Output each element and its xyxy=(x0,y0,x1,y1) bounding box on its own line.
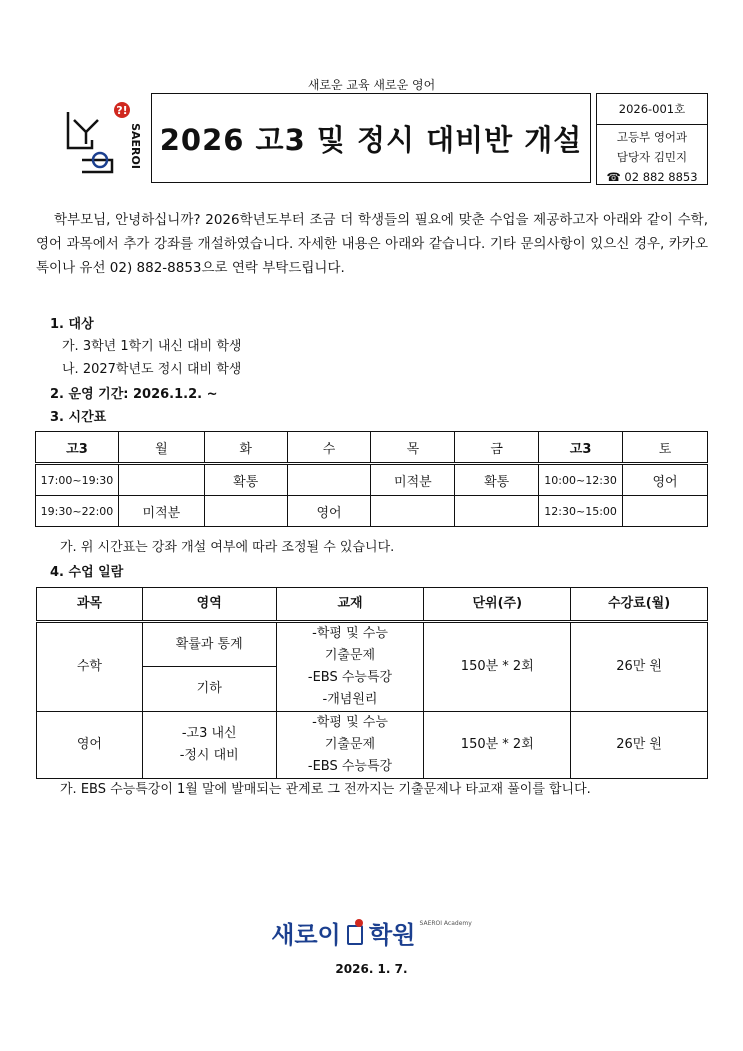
schedule-cell: 19:30~22:00 xyxy=(36,496,119,527)
math-book-line: -개념원리 xyxy=(322,692,378,707)
schedule-head-cell: 금 xyxy=(455,432,539,464)
courses-head-cell: 수강료(월) xyxy=(571,588,708,622)
schedule-cell: 영어 xyxy=(623,464,708,496)
doc-info-box xyxy=(596,93,708,185)
section-schedule: 3. 시간표 xyxy=(50,410,107,425)
english-fee: 26만 원 xyxy=(571,712,708,779)
brand-name-right: 학원 xyxy=(369,921,416,949)
english-area-line: -정시 대비 xyxy=(179,748,239,763)
english-book-line: -EBS 수능특강 xyxy=(307,759,393,774)
schedule-cell xyxy=(287,464,371,496)
schedule-cell: 확통 xyxy=(204,464,287,496)
slogan: 새로운 교육 새로운 영어 xyxy=(307,78,436,92)
table-row xyxy=(37,712,708,779)
math-book-line: -EBS 수능특강 xyxy=(307,670,393,685)
schedule-cell xyxy=(204,496,287,527)
section-target: 1. 대상 xyxy=(50,317,94,332)
english-areas xyxy=(142,712,276,779)
courses-header-row xyxy=(37,588,708,622)
schedule-cell: 영어 xyxy=(287,496,371,527)
schedule-head-cell: 토 xyxy=(623,432,708,464)
schedule-table xyxy=(35,431,708,527)
intro-paragraph: 학부모님, 안녕하십니까? 2026학년도부터 조금 더 학생들의 필요에 맞춘 수업을 제공하고자 아래와 같이 수학, 영어 과목에서 추가 강좌를 개설하였습니다. 자세한 내용은 아래와 같습니다. 기타 문의사항이 있으신 경우, 카카오톡이나 유선 02) 882-8853으로 연락 부탁드립니다. xyxy=(36,212,708,276)
brand-mark-icon xyxy=(345,923,365,945)
dept: 고등부 영어과 xyxy=(616,130,688,144)
math-subject: 수학 xyxy=(37,622,143,712)
schedule-head-cell: 화 xyxy=(204,432,287,464)
section-period: 2. 운영 기간: 2026.1.2. ~ xyxy=(50,387,218,402)
english-subject: 영어 xyxy=(37,712,143,779)
math-books xyxy=(276,622,424,712)
page-title: 2026 고3 및 정시 대비반 개설 xyxy=(151,93,591,183)
schedule-head-cell: 고3 xyxy=(539,432,623,464)
schedule-cell xyxy=(371,496,455,527)
schedule-note: 가. 위 시간표는 강좌 개설 여부에 따라 조정될 수 있습니다. xyxy=(60,540,395,555)
svg-text:?!: ?! xyxy=(116,104,128,117)
english-book-line: -학평 및 수능 xyxy=(312,715,388,730)
phone: ☎ 02 882 8853 xyxy=(606,170,698,184)
english-books xyxy=(276,712,424,779)
section-courses: 4. 수업 일람 xyxy=(50,565,124,580)
schedule-cell xyxy=(623,496,708,527)
issue-date: 2026. 1. 7. xyxy=(335,962,408,976)
schedule-head-cell: 수 xyxy=(287,432,371,464)
math-fee: 26만 원 xyxy=(571,622,708,712)
english-area-line: -고3 내신 xyxy=(181,726,237,741)
courses-note: 가. EBS 수능특강이 1월 말에 발매되는 관계로 그 전까지는 기출문제나 타교재 풀이를 합니다. xyxy=(60,782,591,797)
schedule-cell: 12:30~15:00 xyxy=(539,496,623,527)
logo-text: SAEROI xyxy=(129,123,142,169)
target-item-2: 나. 2027학년도 정시 대비 학생 xyxy=(62,362,242,377)
schedule-cell: 확통 xyxy=(455,464,539,496)
schedule-cell: 17:00~19:30 xyxy=(36,464,119,496)
courses-head-cell: 교재 xyxy=(276,588,424,622)
schedule-head-cell: 고3 xyxy=(36,432,119,464)
schedule-cell xyxy=(118,464,204,496)
table-row xyxy=(37,622,708,667)
schedule-cell: 미적분 xyxy=(371,464,455,496)
schedule-cell: 미적분 xyxy=(118,496,204,527)
math-area-2: 기하 xyxy=(142,667,276,712)
math-book-line: -학평 및 수능 xyxy=(312,626,388,641)
schedule-head-cell: 목 xyxy=(371,432,455,464)
schedule-cell: 10:00~12:30 xyxy=(539,464,623,496)
doc-number: 2026-001호 xyxy=(597,94,707,125)
schedule-cell xyxy=(455,496,539,527)
math-area-1: 확률과 통계 xyxy=(142,622,276,667)
target-item-1: 가. 3학년 1학기 내신 대비 학생 xyxy=(62,339,242,354)
saeroi-logo xyxy=(62,100,144,182)
english-book-line: 기출문제 xyxy=(324,737,376,752)
manager: 담당자 김민지 xyxy=(616,150,688,164)
math-book-line: 기출문제 xyxy=(324,648,376,663)
brand-small: SAEROI Academy xyxy=(419,920,472,927)
schedule-row xyxy=(36,464,708,496)
courses-head-cell: 영역 xyxy=(142,588,276,622)
schedule-header-row xyxy=(36,432,708,464)
courses-head-cell: 과목 xyxy=(37,588,143,622)
brand-name-left: 새로이 xyxy=(271,921,341,949)
academy-brand xyxy=(0,915,743,950)
math-unit: 150분 * 2회 xyxy=(424,622,571,712)
courses-table xyxy=(36,587,708,779)
schedule-row xyxy=(36,496,708,527)
courses-head-cell: 단위(주) xyxy=(424,588,571,622)
schedule-head-cell: 월 xyxy=(118,432,204,464)
english-unit: 150분 * 2회 xyxy=(424,712,571,779)
